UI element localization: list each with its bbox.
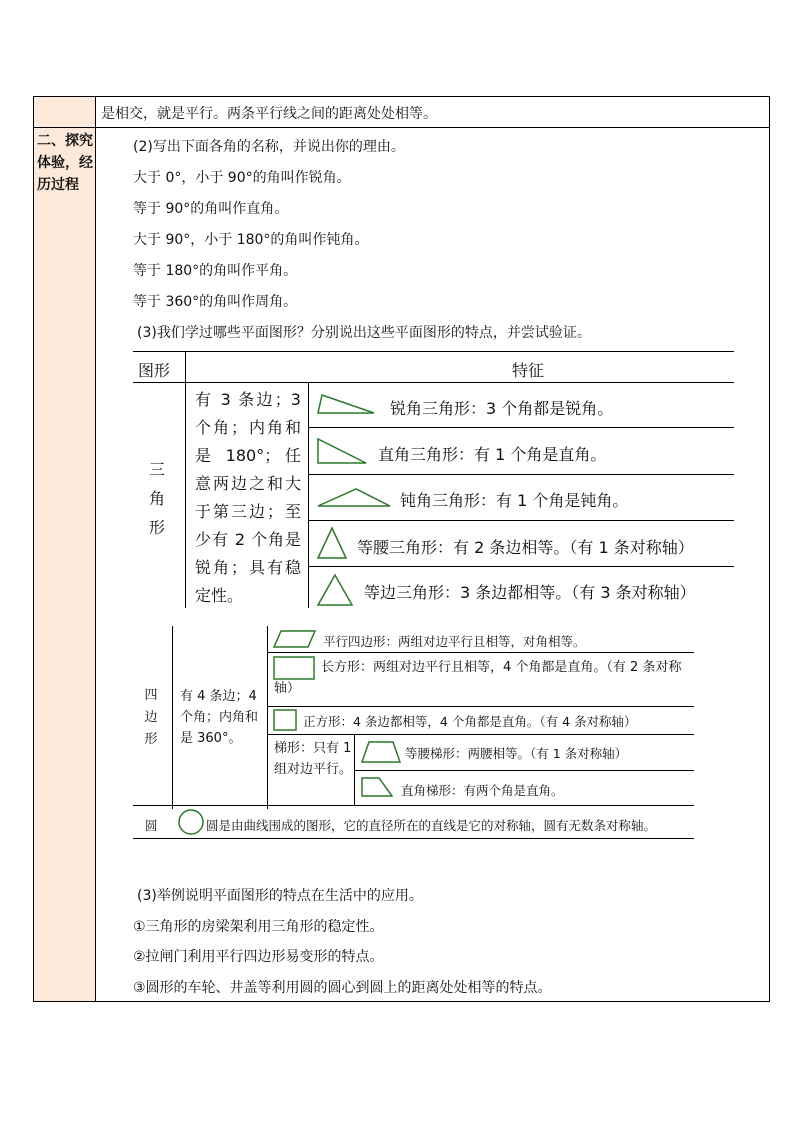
quad-common-features: 有 4 条边；4 个角；内角和是 360°。 <box>180 689 259 746</box>
triangle-common-features: 有 3 条边；3 个角；内角和是 180°；任意两边之和大于第三边；至少有 2 个角是锐角；具有稳定性。 <box>195 390 301 605</box>
row-divider <box>34 127 769 128</box>
right-trapezoid-text: 直角梯形：有两个角是直角。 <box>401 783 564 798</box>
acute-triangle-icon <box>316 393 376 415</box>
obtuse-angle-def: 大于 90°，小于 180°的角叫作钝角。 <box>133 232 369 248</box>
table-line <box>268 652 694 653</box>
question-2: (2)写出下面各角的名称，并说出你的理由。 <box>133 139 405 155</box>
table-line <box>133 838 694 839</box>
circle-icon <box>178 809 204 835</box>
equilateral-triangle-text: 等边三角形：3 条边都相等。（有 3 条对称轴） <box>364 583 696 602</box>
quad-name: 四边形 <box>144 688 158 747</box>
triangle-name: 三角形 <box>148 460 165 537</box>
table-line <box>185 383 186 608</box>
isosceles-trapezoid-text: 等腰梯形：两腰相等。（有 1 条对称轴） <box>405 746 628 761</box>
acute-angle-def: 大于 0°，小于 90°的角叫作锐角。 <box>133 170 351 186</box>
table-line <box>355 770 694 771</box>
obtuse-triangle-text: 钝角三角形：有 1 个角是钝角。 <box>400 491 629 510</box>
top-row-text: 是相交，就是平行。两条平行线之间的距离处处相等。 <box>101 106 437 122</box>
header-feature: 特征 <box>512 361 545 380</box>
application-title: (3)举例说明平面图形的特点在生活中的应用。 <box>137 888 423 904</box>
square-icon <box>273 709 297 731</box>
parallelogram-text: 平行四边形：两组对边平行且相等，对角相等。 <box>323 634 586 649</box>
isosceles-trapezoid-icon <box>361 740 401 764</box>
trapezoid-label: 梯形：只有 1 组对边平行。 <box>274 741 353 777</box>
table-line <box>133 351 734 352</box>
circle-text: 圆是由曲线围成的图形，它的直径所在的直线是它的对称轴，圆有无数条对称轴。 <box>206 818 657 833</box>
table-line <box>133 382 734 383</box>
circle-name: 圆 <box>145 818 158 833</box>
straight-angle-def: 等于 180°的角叫作平角。 <box>133 263 298 279</box>
question-3: (3)我们学过哪些平面图形？分别说出这些平面图形的特点，并尝试验证。 <box>137 325 591 341</box>
round-angle-def: 等于 360°的角叫作周角。 <box>133 294 298 310</box>
table-line <box>133 805 694 806</box>
acute-triangle-text: 锐角三角形：3 个角都是锐角。 <box>390 399 614 418</box>
right-triangle-text: 直角三角形：有 1 个角是直角。 <box>378 445 607 464</box>
isosceles-triangle-text: 等腰三角形：有 2 条边相等。（有 1 条对称轴） <box>357 538 694 557</box>
table-line <box>268 734 694 735</box>
table-line <box>185 352 186 382</box>
table-line <box>309 520 734 521</box>
rectangle-text: 长方形：两组对边平行且相等，4 个角都是直角。（有 2 条对称轴） <box>274 660 682 696</box>
isosceles-triangle-icon <box>316 526 350 560</box>
application-item-1: ①三角形的房梁架利用三角形的稳定性。 <box>133 919 384 935</box>
square-text: 正方形：4 条边都相等，4 个角都是直角。（有 4 条对称轴） <box>303 714 637 729</box>
right-angle-def: 等于 90°的角叫作直角。 <box>133 201 289 217</box>
table-line <box>309 566 734 567</box>
table-line <box>309 474 734 475</box>
right-trapezoid-icon <box>361 776 393 798</box>
table-line <box>308 383 309 608</box>
header-shape: 图形 <box>138 361 171 380</box>
table-line <box>267 626 268 809</box>
table-line <box>268 706 694 707</box>
application-item-3: ③圆形的车轮、井盖等利用圆的圆心到圆上的距离处处相等的特点。 <box>133 980 552 996</box>
equilateral-triangle-icon <box>316 573 356 607</box>
application-item-2: ②拉闸门利用平行四边形易变形的特点。 <box>133 949 384 965</box>
parallelogram-icon <box>273 629 317 649</box>
right-triangle-icon <box>316 437 368 465</box>
obtuse-triangle-icon <box>316 486 392 508</box>
section-title: 二、探究体验，经历过程 <box>37 133 93 193</box>
table-line <box>172 626 173 809</box>
table-line <box>309 427 734 428</box>
